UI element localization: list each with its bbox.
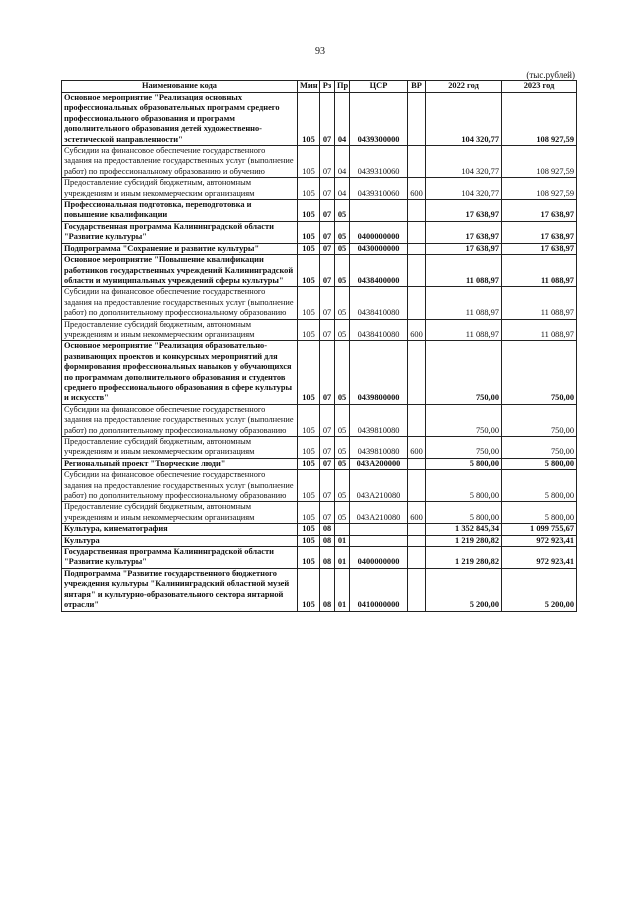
row-amount-2023: 108 927,59 xyxy=(502,93,577,146)
row-vr xyxy=(408,470,426,502)
row-min: 105 xyxy=(298,502,320,524)
row-pr: 01 xyxy=(335,535,350,546)
row-vr xyxy=(408,568,426,611)
row-name: Предоставление субсидий бюджетным, автономным учреждениям и иным некоммерческим организациям xyxy=(62,319,298,341)
row-amount-2022: 750,00 xyxy=(426,437,502,459)
table-row xyxy=(62,341,577,404)
row-rz: 07 xyxy=(320,200,335,222)
row-min: 105 xyxy=(298,524,320,535)
row-csr xyxy=(350,535,408,546)
row-csr: 0439810080 xyxy=(350,437,408,459)
row-min: 105 xyxy=(298,404,320,436)
row-name: Государственная программа Калининградской области "Развитие культуры" xyxy=(62,547,298,569)
row-amount-2023: 17 638,97 xyxy=(502,243,577,254)
row-amount-2022: 104 320,77 xyxy=(426,178,502,200)
row-csr: 0439310060 xyxy=(350,178,408,200)
row-amount-2023: 11 088,97 xyxy=(502,319,577,341)
column-header: Наименование кода xyxy=(62,81,298,93)
row-pr: 04 xyxy=(335,178,350,200)
table-row xyxy=(62,287,577,319)
page-number: 93 xyxy=(315,46,325,57)
row-vr xyxy=(408,535,426,546)
row-amount-2022: 104 320,77 xyxy=(426,146,502,178)
row-min: 105 xyxy=(298,221,320,243)
row-pr: 01 xyxy=(335,568,350,611)
row-amount-2022: 750,00 xyxy=(426,341,502,404)
row-pr: 05 xyxy=(335,458,350,469)
row-vr xyxy=(408,287,426,319)
table-row xyxy=(62,255,577,287)
row-csr: 0438400000 xyxy=(350,255,408,287)
row-min: 105 xyxy=(298,341,320,404)
row-pr: 05 xyxy=(335,319,350,341)
row-vr xyxy=(408,243,426,254)
row-name: Субсидии на финансовое обеспечение государственного задания на предоставление государственных услуг (выполнение работ) по дополнительному профессиональному образованию xyxy=(62,287,298,319)
row-pr: 05 xyxy=(335,287,350,319)
row-min: 105 xyxy=(298,547,320,569)
row-amount-2022: 11 088,97 xyxy=(426,287,502,319)
row-name: Культура xyxy=(62,535,298,546)
row-rz: 07 xyxy=(320,458,335,469)
table-row xyxy=(62,535,577,546)
row-name: Подпрограмма "Сохранение и развитие культуры" xyxy=(62,243,298,254)
row-vr: 600 xyxy=(408,178,426,200)
table-row xyxy=(62,547,577,569)
row-amount-2022: 17 638,97 xyxy=(426,221,502,243)
row-pr: 05 xyxy=(335,404,350,436)
row-name: Предоставление субсидий бюджетным, автономным учреждениям и иным некоммерческим организациям xyxy=(62,437,298,459)
row-csr: 0400000000 xyxy=(350,221,408,243)
row-pr xyxy=(335,524,350,535)
table-row xyxy=(62,146,577,178)
row-pr: 05 xyxy=(335,221,350,243)
column-header: Пр xyxy=(335,81,350,93)
row-name: Государственная программа Калининградской области "Развитие культуры" xyxy=(62,221,298,243)
row-min: 105 xyxy=(298,458,320,469)
row-rz: 07 xyxy=(320,287,335,319)
row-name: Основное мероприятие "Реализация основных профессиональных образовательных программ среднего профессионального образования и программ дополнительного образования детей художественно-эстетической направленности" xyxy=(62,93,298,146)
row-csr xyxy=(350,200,408,222)
row-name: Предоставление субсидий бюджетным, автономным учреждениям и иным некоммерческим организациям xyxy=(62,178,298,200)
row-csr: 043A210080 xyxy=(350,502,408,524)
row-vr: 600 xyxy=(408,502,426,524)
row-vr xyxy=(408,255,426,287)
row-csr: 0430000000 xyxy=(350,243,408,254)
row-name: Культура, кинематография xyxy=(62,524,298,535)
row-rz: 07 xyxy=(320,502,335,524)
row-min: 105 xyxy=(298,200,320,222)
row-csr xyxy=(350,524,408,535)
table-row xyxy=(62,93,577,146)
row-amount-2022: 11 088,97 xyxy=(426,255,502,287)
units-label: (тыс.рублей) xyxy=(526,70,575,80)
row-rz: 08 xyxy=(320,535,335,546)
row-min: 105 xyxy=(298,146,320,178)
row-vr xyxy=(408,404,426,436)
row-rz: 07 xyxy=(320,255,335,287)
row-rz: 07 xyxy=(320,146,335,178)
table-row xyxy=(62,568,577,611)
row-csr: 0439810080 xyxy=(350,404,408,436)
row-amount-2023: 750,00 xyxy=(502,341,577,404)
table-row xyxy=(62,404,577,436)
table-row xyxy=(62,437,577,459)
row-amount-2023: 750,00 xyxy=(502,437,577,459)
row-vr xyxy=(408,524,426,535)
row-name: Субсидии на финансовое обеспечение государственного задания на предоставление государственных услуг (выполнение работ) по профессиональному образованию и обучению xyxy=(62,146,298,178)
row-csr: 0410000000 xyxy=(350,568,408,611)
row-rz: 07 xyxy=(320,319,335,341)
row-min: 105 xyxy=(298,287,320,319)
row-min: 105 xyxy=(298,255,320,287)
row-rz: 08 xyxy=(320,524,335,535)
row-csr: 043A200000 xyxy=(350,458,408,469)
row-amount-2022: 1 219 280,82 xyxy=(426,547,502,569)
row-amount-2022: 17 638,97 xyxy=(426,200,502,222)
row-min: 105 xyxy=(298,243,320,254)
table-row xyxy=(62,470,577,502)
row-amount-2023: 972 923,41 xyxy=(502,547,577,569)
row-amount-2023: 17 638,97 xyxy=(502,200,577,222)
row-amount-2022: 11 088,97 xyxy=(426,319,502,341)
row-min: 105 xyxy=(298,568,320,611)
row-pr: 01 xyxy=(335,547,350,569)
row-pr: 04 xyxy=(335,146,350,178)
row-rz: 08 xyxy=(320,547,335,569)
row-vr xyxy=(408,547,426,569)
row-rz: 07 xyxy=(320,470,335,502)
row-rz: 07 xyxy=(320,178,335,200)
row-vr xyxy=(408,221,426,243)
row-amount-2023: 972 923,41 xyxy=(502,535,577,546)
row-pr: 05 xyxy=(335,255,350,287)
row-pr: 05 xyxy=(335,437,350,459)
row-amount-2023: 5 800,00 xyxy=(502,470,577,502)
table-row xyxy=(62,178,577,200)
row-rz: 08 xyxy=(320,568,335,611)
row-name: Субсидии на финансовое обеспечение государственного задания на предоставление государственных услуг (выполнение работ) по дополнительному профессиональному образованию xyxy=(62,404,298,436)
row-pr: 04 xyxy=(335,93,350,146)
table-body xyxy=(62,93,577,612)
table-row xyxy=(62,458,577,469)
row-pr: 05 xyxy=(335,341,350,404)
row-pr: 05 xyxy=(335,200,350,222)
row-pr: 05 xyxy=(335,243,350,254)
row-name: Подпрограмма "Развитие государственного бюджетного учреждения культуры "Калининградский областной музей янтаря" и культурно-образовательного сектора янтарной отрасли" xyxy=(62,568,298,611)
row-name: Предоставление субсидий бюджетным, автономным учреждениям и иным некоммерческим организациям xyxy=(62,502,298,524)
row-csr: 0438410080 xyxy=(350,287,408,319)
row-amount-2022: 5 800,00 xyxy=(426,502,502,524)
row-min: 105 xyxy=(298,93,320,146)
row-rz: 07 xyxy=(320,93,335,146)
row-amount-2022: 104 320,77 xyxy=(426,93,502,146)
row-csr: 0439310060 xyxy=(350,146,408,178)
row-rz: 07 xyxy=(320,437,335,459)
row-name: Субсидии на финансовое обеспечение государственного задания на предоставление государственных услуг (выполнение работ) по дополнительному профессиональному образованию xyxy=(62,470,298,502)
table-row xyxy=(62,502,577,524)
row-name: Профессиональная подготовка, переподготовка и повышение квалификации xyxy=(62,200,298,222)
column-header: Мин xyxy=(298,81,320,93)
row-amount-2023: 5 200,00 xyxy=(502,568,577,611)
row-amount-2022: 1 352 845,34 xyxy=(426,524,502,535)
row-rz: 07 xyxy=(320,341,335,404)
row-min: 105 xyxy=(298,535,320,546)
row-amount-2023: 5 800,00 xyxy=(502,458,577,469)
row-amount-2022: 5 800,00 xyxy=(426,470,502,502)
row-vr xyxy=(408,93,426,146)
table-row xyxy=(62,221,577,243)
row-rz: 07 xyxy=(320,243,335,254)
row-amount-2022: 5 200,00 xyxy=(426,568,502,611)
row-amount-2023: 1 099 755,67 xyxy=(502,524,577,535)
row-amount-2023: 108 927,59 xyxy=(502,178,577,200)
row-csr: 0438410080 xyxy=(350,319,408,341)
row-vr xyxy=(408,341,426,404)
column-header: Рз xyxy=(320,81,335,93)
column-header: ЦСР xyxy=(350,81,408,93)
row-vr: 600 xyxy=(408,437,426,459)
row-amount-2023: 108 927,59 xyxy=(502,146,577,178)
column-header: 2022 год xyxy=(426,81,502,93)
row-csr: 0400000000 xyxy=(350,547,408,569)
row-amount-2022: 5 800,00 xyxy=(426,458,502,469)
row-pr: 05 xyxy=(335,502,350,524)
row-min: 105 xyxy=(298,437,320,459)
row-rz: 07 xyxy=(320,404,335,436)
row-name: Основное мероприятие "Реализация образовательно-развивающих проектов и конкурсных мероприятий для формирования профессиональных навыков у обучающихся по программам дополнительного образования и студентов среднего профессионального образования в сфере культуры и искусств" xyxy=(62,341,298,404)
row-amount-2023: 11 088,97 xyxy=(502,287,577,319)
row-min: 105 xyxy=(298,319,320,341)
row-vr xyxy=(408,146,426,178)
table-row xyxy=(62,524,577,535)
row-vr xyxy=(408,200,426,222)
row-vr: 600 xyxy=(408,319,426,341)
row-min: 105 xyxy=(298,470,320,502)
row-amount-2022: 750,00 xyxy=(426,404,502,436)
column-header: ВР xyxy=(408,81,426,93)
row-amount-2023: 5 800,00 xyxy=(502,502,577,524)
row-amount-2022: 1 219 280,82 xyxy=(426,535,502,546)
row-vr xyxy=(408,458,426,469)
row-name: Региональный проект "Творческие люди" xyxy=(62,458,298,469)
row-amount-2023: 750,00 xyxy=(502,404,577,436)
row-pr: 05 xyxy=(335,470,350,502)
row-csr: 043A210080 xyxy=(350,470,408,502)
row-name: Основное мероприятие "Повышение квалификации работников государственных учреждений Калининградской области и муниципальных учреждений сферы культуры" xyxy=(62,255,298,287)
table-header-row xyxy=(62,81,577,93)
row-amount-2023: 17 638,97 xyxy=(502,221,577,243)
table-row xyxy=(62,319,577,341)
budget-table xyxy=(61,80,577,612)
row-csr: 0439800000 xyxy=(350,341,408,404)
table-row xyxy=(62,243,577,254)
table-row xyxy=(62,200,577,222)
row-csr: 0439300000 xyxy=(350,93,408,146)
row-min: 105 xyxy=(298,178,320,200)
row-amount-2023: 11 088,97 xyxy=(502,255,577,287)
row-amount-2022: 17 638,97 xyxy=(426,243,502,254)
row-rz: 07 xyxy=(320,221,335,243)
column-header: 2023 год xyxy=(502,81,577,93)
